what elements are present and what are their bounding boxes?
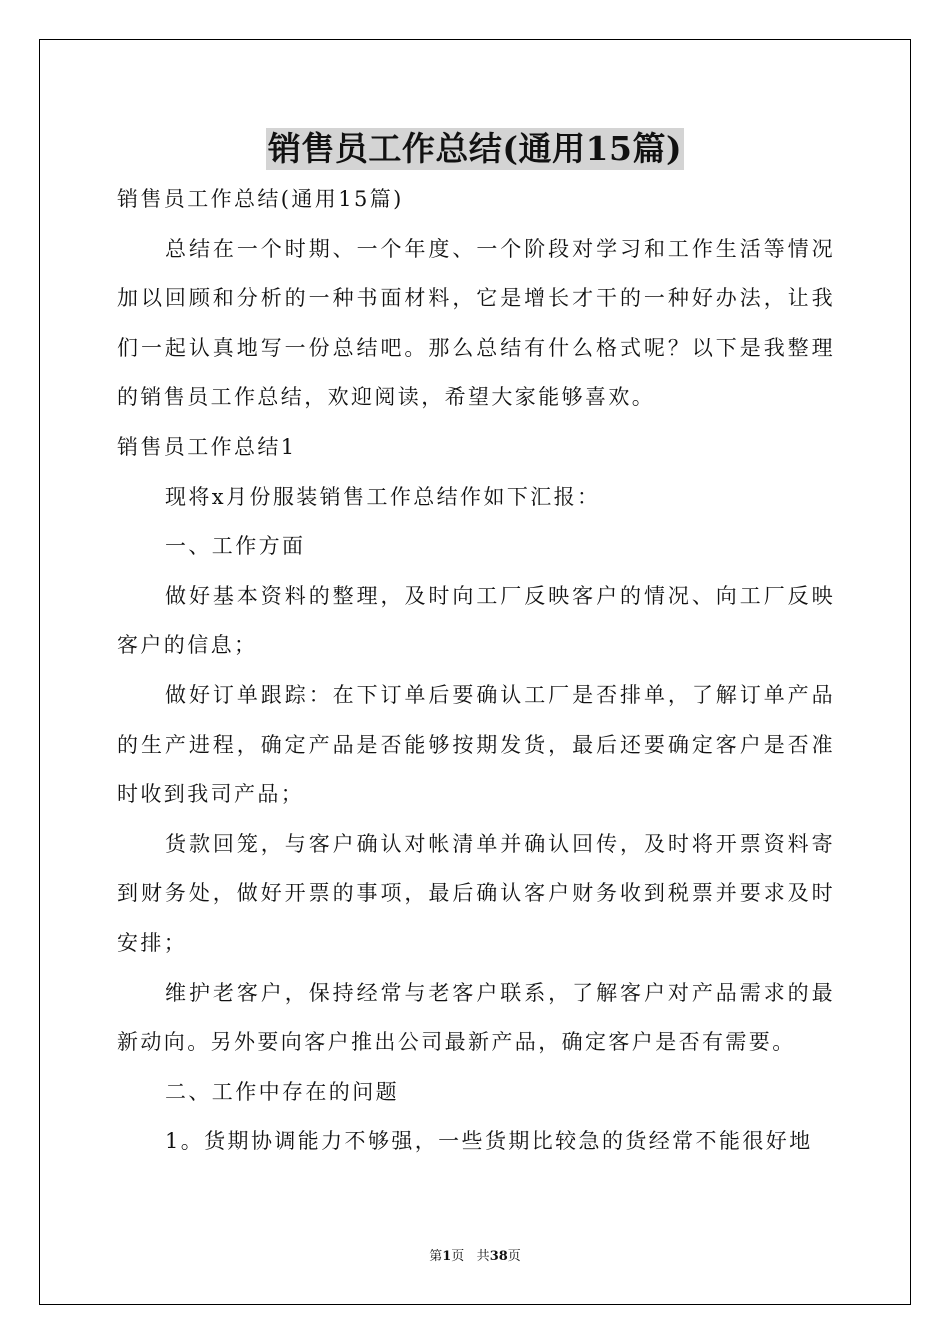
paragraph: 一、工作方面: [165, 534, 306, 559]
page-unit: 页: [451, 1249, 465, 1264]
total-page-count: 38: [489, 1249, 508, 1264]
paragraph: 1。货期协调能力不够强，一些货期比较急的货经常不能很好地: [165, 1129, 813, 1154]
page-footer: [0, 1248, 950, 1266]
paragraph: 二、工作中存在的问题: [165, 1079, 399, 1104]
current-page-number: 1: [442, 1249, 452, 1264]
paragraph: 销售员工作总结(通用15篇): [117, 187, 404, 211]
paragraph: 做好基本资料的整理，及时向工厂反映客户的情况、向工厂反映客户的信息；: [117, 583, 835, 658]
paragraph: 销售员工作总结1: [117, 434, 297, 459]
paragraph: 货款回笼，与客户确认对帐清单并确认回传，及时将开票资料寄到财务处，做好开票的事项，最后确认客户财务收到税票并要求及时安排；: [117, 831, 835, 955]
title-container: [0, 128, 950, 170]
total-unit: 页: [507, 1249, 521, 1264]
document-body: [117, 175, 835, 1167]
total-prefix: 共: [476, 1249, 490, 1264]
paragraph: 做好订单跟踪：在下订单后要确认工厂是否排单，了解订单产品的生产进程，确定产品是否能够按期发货，最后还要确定客户是否准时收到我司产品；: [117, 682, 835, 807]
paragraph: 总结在一个时期、一个年度、一个阶段对学习和工作生活等情况加以回顾和分析的一种书面材料，它是增长才干的一种好办法，让我们一起认真地写一份总结吧。那么总结有什么格式呢？以下是我整理的销售员工作总结，欢迎阅读，希望大家能够喜欢。: [117, 236, 835, 410]
paragraph: 现将x月份服装销售工作总结作如下汇报：: [165, 484, 601, 509]
paragraph: 维护老客户，保持经常与老客户联系，了解客户对产品需求的最新动向。另外要向客户推出公司最新产品，确定客户是否有需要。: [117, 980, 835, 1055]
document-title: 销售员工作总结(通用15篇): [267, 129, 683, 168]
page-prefix: 第: [429, 1249, 443, 1264]
